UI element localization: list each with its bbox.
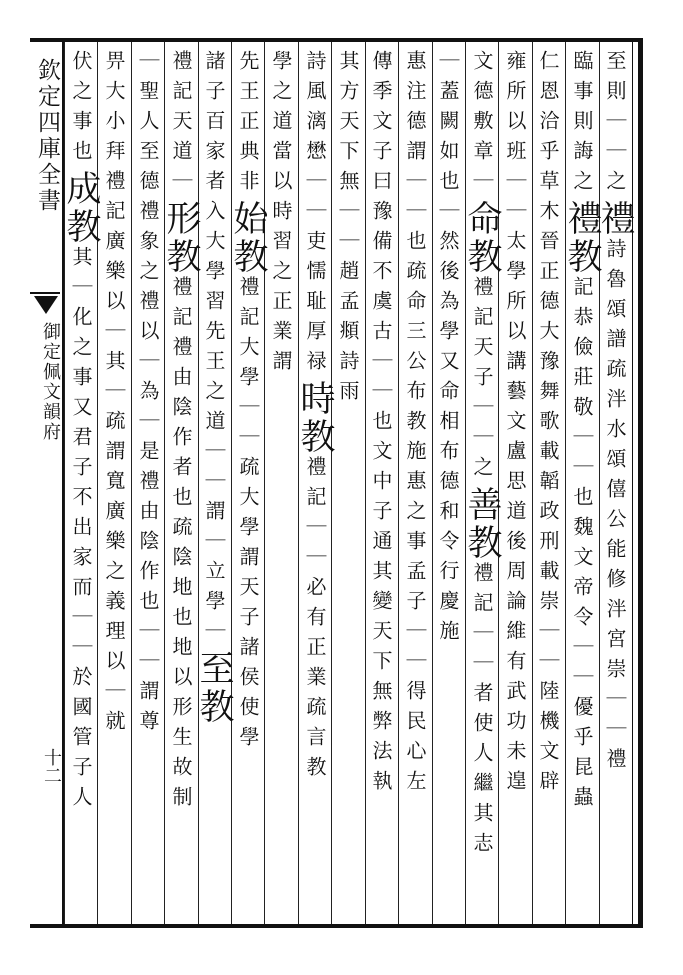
text-segment: 雍所以班｜｜太學所以講藝文盧思道後周論維有武功未遑 [503,50,527,800]
headword: 禮教 [562,200,602,276]
text-segment: 惠注德謂｜｜也疏命三公布教施惠之事孟子｜｜得民心左 [403,50,427,800]
text-segment: 傳季文子曰豫備不虞古｜｜也文中子通其變天下無弊法執 [369,50,393,800]
text-column-5 [463,50,501,920]
text-segment: 臨事則誨之 [570,50,594,200]
text-column-2 [563,50,601,920]
text-column-9 [329,50,367,920]
text-segment: 禮記｜｜必有正業疏言教 [303,456,327,786]
text-segment: 禮記天子｜｜之 [470,276,494,486]
frame-top-border [30,38,643,42]
book-subtitle: 御定佩文韻府 [40,322,61,442]
text-column-1 [596,50,634,920]
frame-right-border [638,38,643,928]
page-number: 十二 [41,748,62,784]
text-segment: 文德敷章｜ [470,50,494,200]
text-segment: 禮記廣樂以｜其｜疏謂寬廣樂之義理以｜就 [102,170,126,740]
text-segment: 又命相布德和令行慶施 [436,350,460,650]
fishtail-mark-icon [34,296,58,314]
text-segment: 者入大學習先王之道｜｜謂｜立學｜ [202,170,226,650]
headword: 至教 [194,650,234,726]
headword: 形教 [161,200,201,276]
text-column-14 [162,50,200,920]
text-segment: ｜蓋闕如也 [436,50,460,200]
headword: 禮 [595,200,635,238]
text-segment: 其方天下無｜｜趙孟頫詩雨 [336,50,360,410]
headword: 命教 [462,200,502,276]
text-segment: ｜聖人至德 [136,50,160,200]
headword: 始教 [228,200,268,276]
text-column-15 [129,50,167,920]
text-segment: 禮記天道｜ [169,50,193,200]
text-segment: 先王正典非 [236,50,260,200]
text-segment: 至則｜｜之 [603,50,627,200]
text-segment: 伏之事也 [69,50,93,170]
text-column-8 [362,50,400,920]
headword: 時教 [295,380,335,456]
text-segment: 諸子百家 [202,50,226,170]
text-column-3 [529,50,567,920]
text-column-13 [195,50,233,920]
text-segment: 禮記大學｜｜疏大學謂天子諸侯使學 [236,276,260,756]
text-column-17 [62,50,100,920]
text-column-10 [296,50,334,920]
text-segment: 禮記｜｜者使人繼其志 [470,562,494,862]
text-column-7 [396,50,434,920]
text-column-6 [429,50,467,920]
text-segment: 詩魯頌譜疏泮水頌僖公能修泮宮崇｜｜禮 [603,238,627,778]
text-segment: 畀大小拜 [102,50,126,170]
text-segment: 禮記禮由陰作者也疏陰地也地以形生故制 [169,276,193,816]
book-title: 欽定四庫全書 [34,58,60,214]
frame-bottom-border [30,924,643,928]
text-column-4 [496,50,534,920]
text-segment: 禮象之禮以｜為｜是禮由陰作也｜｜謂尊 [136,200,160,740]
text-segment: 記恭儉莊敬｜｜也魏文帝令｜｜優乎昆蟲 [570,276,594,816]
headword: 善教 [462,486,502,562]
text-column-12 [229,50,267,920]
text-segment: 仁恩洽乎草木晉正德大豫舞歌載韜政刑載崇｜｜陸機文辟 [536,50,560,800]
text-segment: 其｜化之事又君子不出家而｜｜於國管子人 [69,246,93,816]
text-segment: 學之道當以時習之正業謂 [269,50,293,380]
text-column-11 [262,50,300,920]
headword: 成教 [61,170,101,246]
fishtail-line [30,292,60,294]
text-segment: ｜然後為學 [436,200,460,350]
text-segment: 詩風漓懋｜｜吏懦耻厚禄 [303,50,327,380]
